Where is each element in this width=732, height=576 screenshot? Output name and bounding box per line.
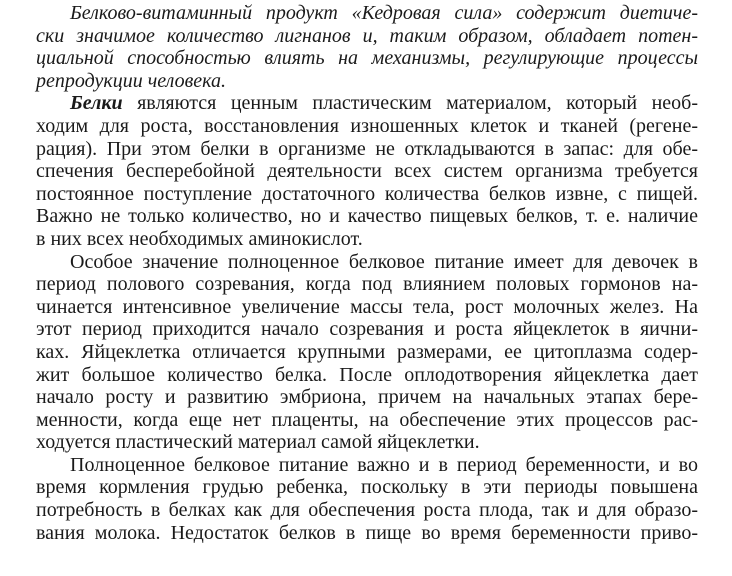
text-line: ходуется пластический материал самой яйцеклетки. [36,431,480,454]
text-line: ски значимое количество лигнанов и, таким образом, обладает потен- [36,24,698,47]
text-line: время кормления грудью ребенка, поскольку в эти периоды повышена [36,476,698,499]
text-line: рация). При этом белки в организме не откладываются в запас: для обе- [36,137,698,160]
text-line: Важно не только количество, но и качество пищевых белков, т. е. наличие [36,205,698,228]
text-line: циальной способностью влиять на механизмы, регулирующие процессы [36,47,698,70]
text-line: спечения бесперебойной деятельности всех систем организма требуется [36,160,698,183]
text-line: Полноценное белковое питание важно и в период беременности, и во [70,453,698,476]
text-line: Белково-витаминный продукт «Кедровая сила» содержит диетиче- [70,2,698,24]
proteins-paragraph [36,92,698,250]
text-line: Особое значение полноценное белковое питание имеет для девочек в [70,250,698,273]
text-line: ходим для роста, восстановления изношенных клеток и тканей (регене- [36,114,698,137]
text-line: потребность в белках как для обеспечения роста плода, так и для образо- [36,499,698,522]
text-line: жит большое количество белка. После оплодотворения яйцеклетка дает [36,363,698,386]
text-line: менности, когда еще нет плаценты, на обеспечение этих процессов рас- [36,408,698,431]
text-line: начало росту и развитию эмбриона, причем на начальных этапах бере- [36,386,698,409]
text-line: период полового созревания, когда под влиянием половых гормонов на- [36,273,698,296]
text-line-rest: являются ценным пластическим материалом, который необ- [122,92,698,115]
puberty-paragraph [36,251,698,454]
text-line: вания молока. Недостаток белков в пище во время беременности приво- [36,521,698,544]
document-page [36,2,698,544]
intro-paragraph-italic [36,2,698,92]
text-line: ках. Яйцеклетка отличается крупными размерами, ее цитоплазма содер- [36,340,698,363]
text-line: чинается интенсивное увеличение массы тела, рост молочных желез. На [36,295,698,318]
text-line: репродукции человека. [36,69,226,92]
text-line: в них всех необходимых аминокислот. [36,227,363,250]
text-line: этот период приходится начало созревания и роста яйцеклеток в яични- [36,318,698,341]
text-line [36,92,698,115]
term-proteins: Белки [70,92,123,115]
pregnancy-paragraph [36,454,698,544]
text-line: постоянное поступление достаточного количества белков извне, с пищей. [36,182,698,205]
